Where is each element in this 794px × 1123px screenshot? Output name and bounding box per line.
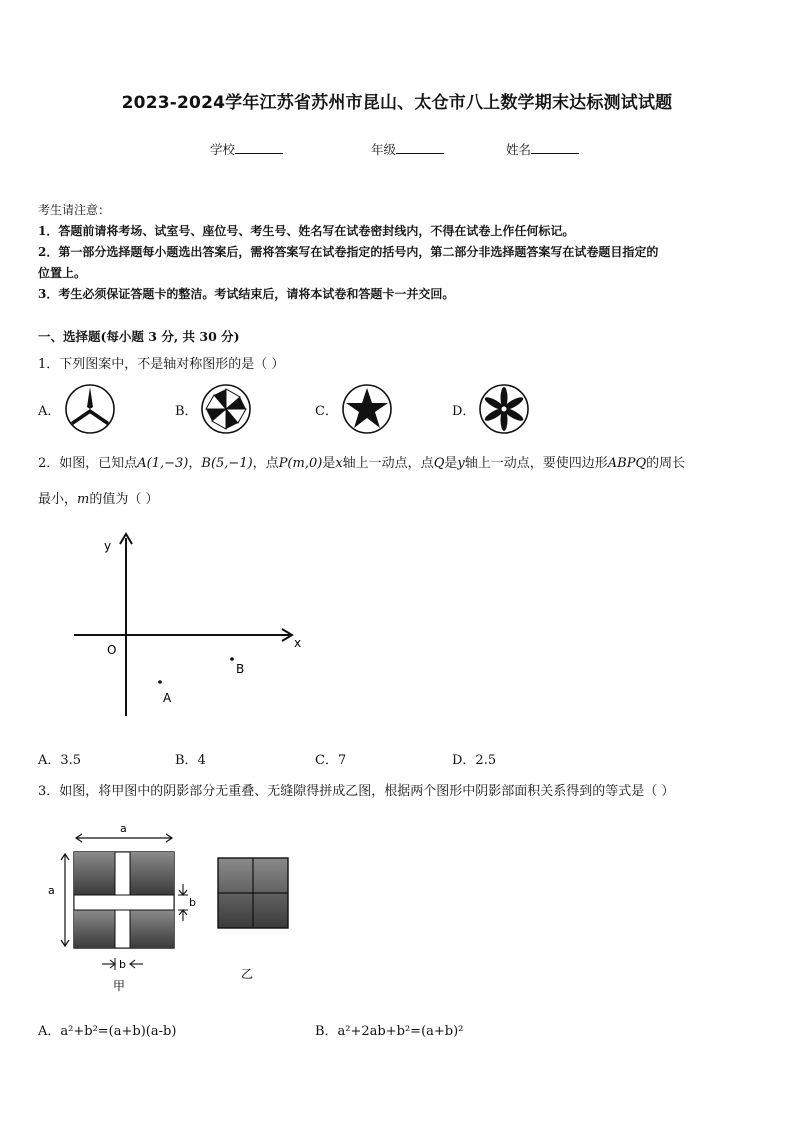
q1-option-a-label: A． (38, 404, 61, 419)
q2-coordinate-figure (60, 530, 320, 730)
dim-a-left-label: a (48, 884, 55, 897)
grade-field[interactable]: 年级 (371, 140, 444, 158)
q1-option-c-label: C． (315, 404, 338, 419)
question-1-stem: 1．下列图案中，不是轴对称图形的是（ ） (38, 357, 285, 372)
q3-figure (40, 818, 310, 998)
jia-vertical-strip-bottom (115, 910, 130, 948)
jia-shade-bottom-left (74, 910, 115, 948)
point-a-dot (158, 680, 162, 684)
notice-item: 3．考生必须保证答题卡的整洁。考试结束后，请将本试卷和答题卡一并交回。 (38, 287, 455, 301)
notice-item: 1．答题前请将考场、试室号、座位号、考生号、姓名写在试卷密封线内，不得在试卷上作任何标记。 (38, 224, 575, 238)
q2-option-c: C．7 (315, 753, 347, 768)
notice-item: 位置上。 (38, 266, 87, 280)
figure-yi-caption: 乙 (241, 967, 254, 981)
q1-option-b-label: B． (175, 404, 198, 419)
name-field[interactable]: 姓名 (506, 140, 579, 158)
point-a-label: A (163, 691, 172, 705)
question-2-stem: 2．如图，已知点A(1,−3)，B(5,−1)，点P(m,0)是x轴上一动点，点Q是y轴上一动点，要使四边形ABPQ的周长 (38, 456, 686, 471)
notice-heading: 考生请注意： (38, 203, 111, 217)
jia-shade-top-right (130, 852, 174, 895)
notice-item: 2．第一部分选择题每小题选出答案后，需将答案写在试卷指定的括号内，第二部分非选择题答案写在试卷题目指定的 (38, 245, 659, 259)
q3-option-b: B．a²+2ab+b²=(a+b)² (315, 1024, 464, 1039)
jia-vertical-strip-top (115, 852, 130, 895)
page-title: 2023-2024学年江苏省苏州市昆山、太仓市八上数学期末达标测试试题 (121, 93, 673, 113)
dim-b-bottom-label: b (119, 958, 126, 971)
question-3-stem: 3．如图，将甲图中的阴影部分无重叠、无缝隙得拼成乙图，根据两个图形中阴影部面积关系得到的等式是（ ） (38, 784, 675, 799)
pinwheel-circle-icon (200, 383, 252, 435)
origin-label: O (107, 643, 117, 657)
dim-b-right-label: b (189, 896, 196, 909)
three-blade-circle-icon (64, 383, 116, 435)
q2-option-b: B．4 (175, 753, 206, 768)
y-axis-label: y (104, 539, 112, 553)
point-b-label: B (236, 662, 245, 676)
question-2-stem-line-2: 最小，m的值为（ ） (38, 492, 159, 507)
dim-a-top-label: a (120, 822, 127, 835)
q1-option-d-label: D． (452, 404, 476, 419)
jia-horizontal-strip (74, 895, 174, 910)
x-axis-label: x (294, 636, 302, 650)
figure-jia-caption: 甲 (113, 979, 126, 993)
school-field[interactable]: 学校 (210, 140, 283, 158)
notice-block (38, 200, 658, 305)
jia-shade-top-left (74, 852, 115, 895)
point-b-dot (230, 657, 234, 661)
q2-option-a: A．3.5 (38, 753, 82, 768)
q3-option-a: A．a²+b²=(a+b)(a-b) (38, 1024, 177, 1039)
star-circle-icon (341, 383, 393, 435)
six-petal-circle-icon (478, 383, 530, 435)
section-heading: 一、选择题(每小题 3 分, 共 30 分) (38, 329, 240, 344)
jia-shade-bottom-right (130, 910, 174, 948)
q2-option-d: D．2.5 (452, 753, 497, 768)
